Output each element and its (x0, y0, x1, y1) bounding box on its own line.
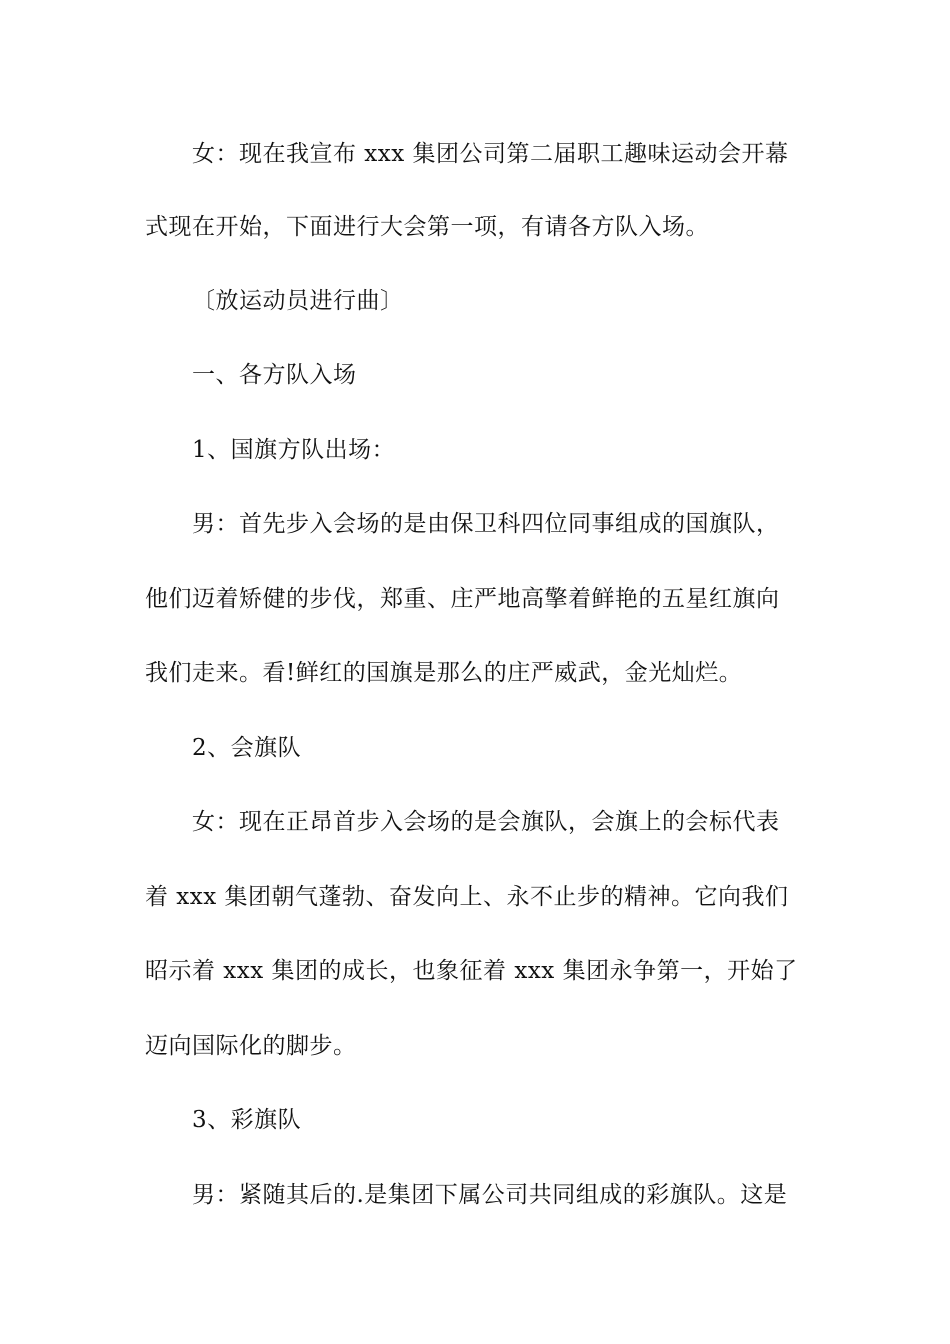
section-heading: 一、各方队入场 (192, 362, 357, 388)
paragraph-line: 女：现在我宣布 xxx 集团公司第二届职工趣味运动会开幕 (192, 141, 789, 167)
paragraph-line: 我们走来。看!鲜红的国旗是那么的庄严威武，金光灿烂。 (145, 660, 743, 686)
subsection-heading: 1、国旗方队出场： (192, 437, 396, 463)
paragraph-line: 迈向国际化的脚步。 (145, 1033, 357, 1059)
subsection-heading: 2、会旗队 (192, 735, 302, 761)
subsection-heading: 3、彩旗队 (192, 1107, 302, 1133)
paragraph-line: 昭示着 xxx 集团的成长，也象征着 xxx 集团永争第一，开始了 (145, 958, 798, 984)
paragraph-line: 着 xxx 集团朝气蓬勃、奋发向上、永不止步的精神。它向我们 (145, 884, 789, 910)
paragraph-line: 女：现在正昂首步入会场的是会旗队，会旗上的会标代表 (192, 809, 780, 835)
paragraph-line: 男：首先步入会场的是由保卫科四位同事组成的国旗队， (192, 511, 780, 537)
paragraph-line: 他们迈着矫健的步伐，郑重、庄严地高擎着鲜艳的五星红旗向 (145, 586, 780, 612)
paragraph-line: 式现在开始，下面进行大会第一项，有请各方队入场。 (145, 214, 709, 240)
stage-direction: 〔放运动员进行曲〕 (192, 288, 404, 314)
paragraph-line: 男：紧随其后的.是集团下属公司共同组成的彩旗队。这是 (192, 1182, 788, 1208)
